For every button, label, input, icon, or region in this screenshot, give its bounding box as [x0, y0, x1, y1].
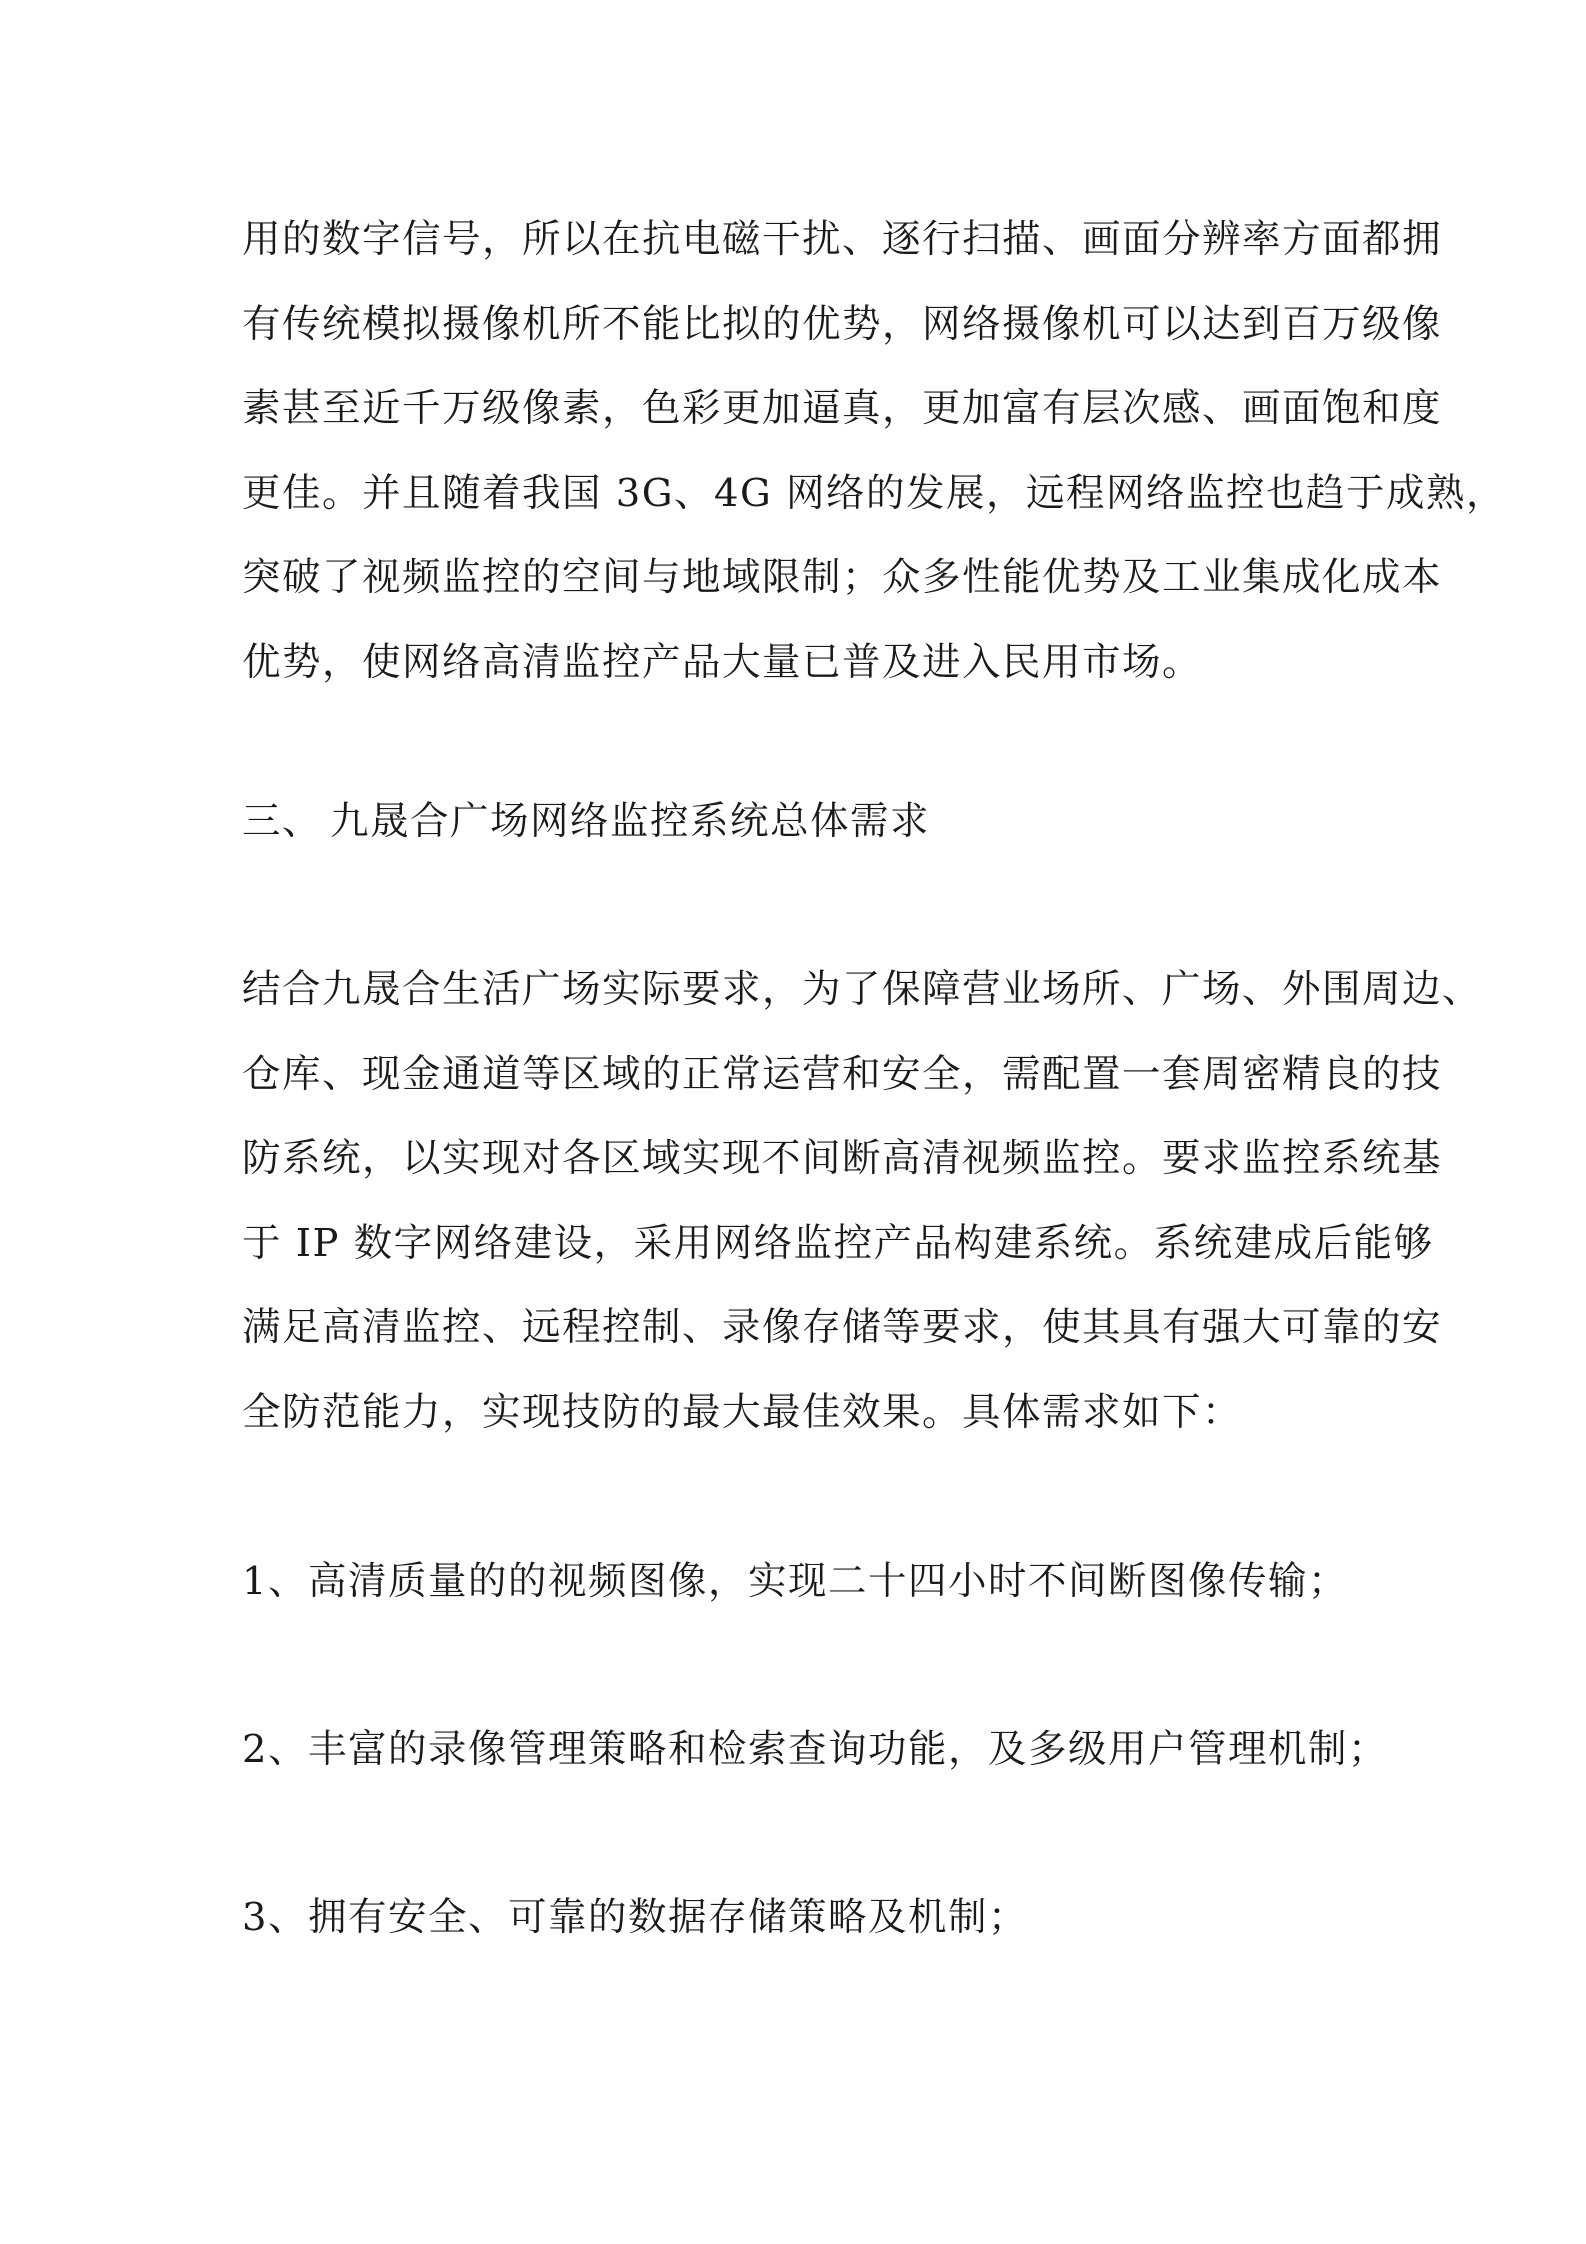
- section-heading-number: 三、: [242, 799, 323, 844]
- intro-paragraph: [242, 198, 1506, 705]
- paragraph-line: 更佳。并且随着我国 3G、4G 网络的发展，远程网络监控也趋于成熟，: [242, 470, 1506, 516]
- paragraph-line: 结合九晟合生活广场实际要求，为了保障营业场所、广场、外围周边、: [242, 967, 1483, 1012]
- paragraph-line: 仓库、现金通道等区域的正常运营和安全，需配置一套周密精良的技: [242, 1051, 1443, 1097]
- section-heading-title: 九晟合广场网络监控系统总体需求: [330, 799, 931, 844]
- requirement-item: [242, 1876, 1362, 1961]
- requirement-item-text: 2、丰富的录像管理策略和检索查询功能，及多级用户管理机制；: [242, 1727, 1388, 1772]
- paragraph-line: 用的数字信号，所以在抗电磁干扰、逐行扫描、画面分辨率方面都拥: [242, 217, 1443, 262]
- paragraph-line: 防系统，以实现对各区域实现不间断高清视频监控。要求监控系统基: [242, 1136, 1443, 1181]
- paragraph-line: 满足高清监控、远程控制、录像存储等要求，使其具有强大可靠的安: [242, 1305, 1443, 1350]
- requirements-paragraph: [242, 948, 1483, 1455]
- paragraph-line: 全防范能力，实现技防的最大最佳效果。具体需求如下：: [242, 1389, 1243, 1435]
- requirement-item-text: 3、拥有安全、可靠的数据存储策略及机制；: [242, 1895, 1028, 1940]
- requirement-item: [242, 1708, 1388, 1793]
- paragraph-line: 素甚至近千万级像素，色彩更加逼真，更加富有层次感、画面饱和度: [242, 386, 1443, 431]
- paragraph-line: 突破了视频监控的空间与地域限制；众多性能优势及工业集成化成本: [242, 555, 1443, 600]
- requirement-item-text: 1、高清质量的的视频图像，实现二十四小时不间断图像传输；: [242, 1559, 1348, 1604]
- paragraph-line: 优势，使网络高清监控产品大量已普及进入民用市场。: [242, 639, 1203, 685]
- requirement-item: [242, 1540, 1362, 1625]
- paragraph-line: 于 IP 数字网络建设，采用网络监控产品构建系统。系统建成后能够: [242, 1220, 1434, 1266]
- section-heading: [242, 780, 1362, 865]
- paragraph-line: 有传统模拟摄像机所不能比拟的优势，网络摄像机可以达到百万级像: [242, 301, 1443, 347]
